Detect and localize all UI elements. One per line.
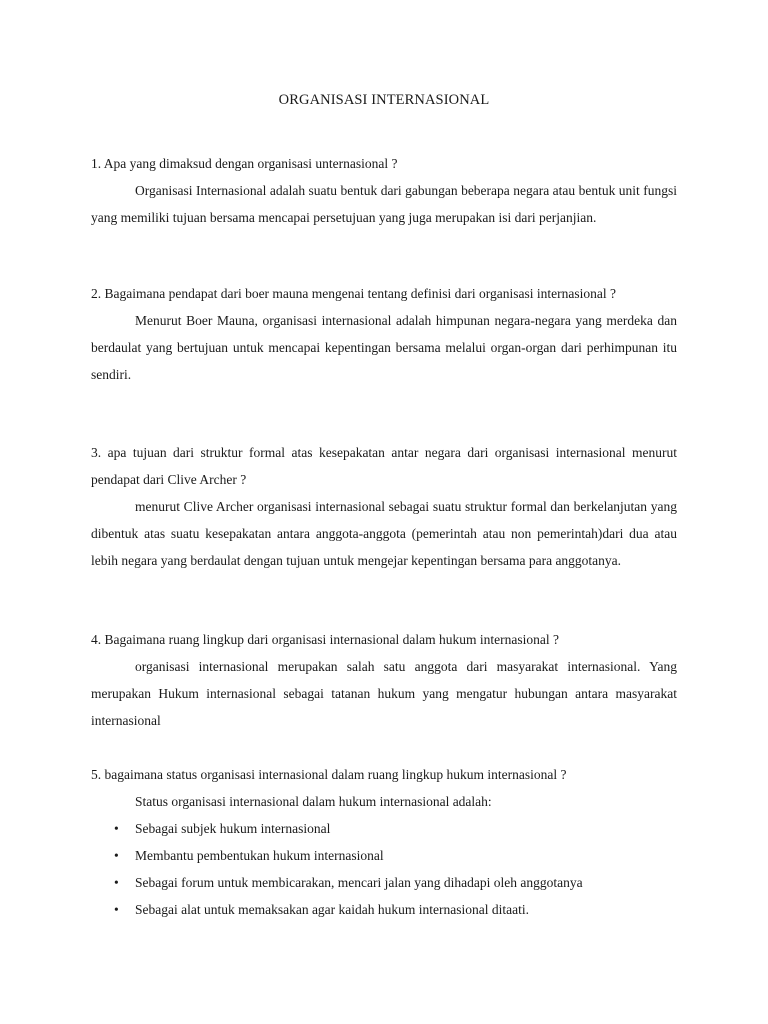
answer-5: Status organisasi internasional dalam hukum internasional adalah:	[135, 794, 492, 809]
list-item-text: Sebagai alat untuk memaksakan agar kaidah hukum internasional ditaati.	[135, 902, 529, 917]
bullet-icon: •	[114, 902, 119, 917]
section-4	[91, 626, 677, 734]
bullet-icon: •	[114, 875, 119, 890]
question-2: 2. Bagaimana pendapat dari boer mauna mengenai tentang definisi dari organisasi internasional ?	[91, 286, 616, 301]
answer-3: menurut Clive Archer organisasi internasional sebagai suatu struktur formal dan berkelanjutan yang dibentuk atas suatu kesepakatan antara anggota-anggota (pemerintah atau non pemerintah)dari dua atau lebih negara yang berdaulat dengan tujuan untuk mengejar kepentingan bersama para anggotanya.	[91, 499, 677, 568]
list-item	[91, 842, 677, 869]
question-5: 5. bagaimana status organisasi internasional dalam ruang lingkup hukum internasional ?	[91, 767, 567, 782]
question-3: 3. apa tujuan dari struktur formal atas kesepakatan antar negara dari organisasi internasional menurut pendapat dari Clive Archer ?	[91, 445, 677, 487]
answer-1: Organisasi Internasional adalah suatu bentuk dari gabungan beberapa negara atau bentuk unit fungsi yang memiliki tujuan bersama mencapai persetujuan yang juga merupakan isi dari perjanjian.	[91, 183, 677, 225]
question-4: 4. Bagaimana ruang lingkup dari organisasi internasional dalam hukum internasional ?	[91, 632, 560, 647]
question-1: 1. Apa yang dimaksud dengan organisasi unternasional ?	[91, 156, 398, 171]
bullet-icon: •	[114, 848, 119, 863]
list-item	[91, 869, 677, 896]
list-item	[91, 815, 677, 842]
list-item-text: Sebagai forum untuk membicarakan, mencari jalan yang dihadapi oleh anggotanya	[135, 875, 583, 890]
list-item	[91, 896, 677, 923]
status-bullet-list	[91, 815, 677, 923]
section-3	[91, 439, 677, 574]
section-5	[91, 761, 677, 923]
bullet-icon: •	[114, 821, 119, 836]
answer-2: Menurut Boer Mauna, organisasi internasional adalah himpunan negara-negara yang merdeka dan berdaulat yang bertujuan untuk mencapai kepentingan bersama melalui organ-organ dari perhimpunan itu sendiri.	[91, 313, 677, 382]
section-1	[91, 150, 677, 231]
list-item-text: Sebagai subjek hukum internasional	[135, 821, 331, 836]
answer-4: organisasi internasional merupakan salah satu anggota dari masyarakat internasional. Yang merupakan Hukum internasional sebagai tatanan hukum yang mengatur hubungan antara masyarakat internasional	[91, 659, 677, 728]
list-item-text: Membantu pembentukan hukum internasional	[135, 848, 384, 863]
section-2	[91, 280, 677, 388]
document-title: ORGANISASI INTERNASIONAL	[278, 92, 490, 108]
